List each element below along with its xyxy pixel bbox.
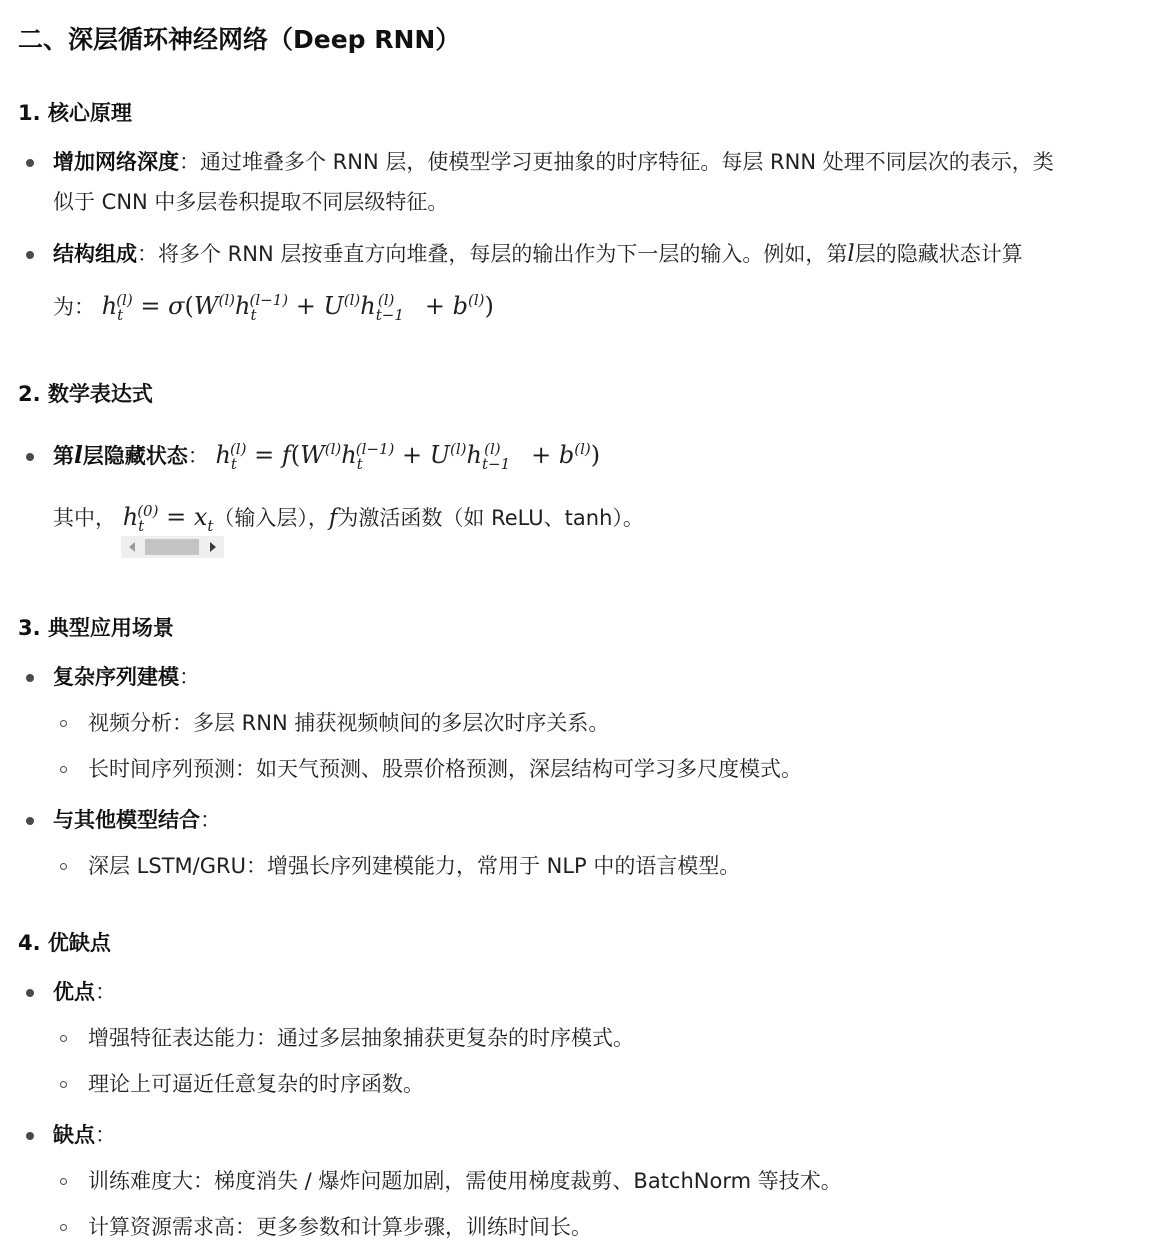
sub-bullet-circle xyxy=(60,720,67,727)
bullet-label: 结构组成 xyxy=(53,242,137,266)
sub-bullet-circle xyxy=(60,1081,67,1088)
formula-note xyxy=(53,502,644,533)
bullet-label: 优点 xyxy=(53,980,95,1004)
math-variable: f xyxy=(328,505,338,531)
bullet-dot xyxy=(26,159,34,167)
section-heading-applications: 3. 典型应用场景 xyxy=(18,616,174,640)
bullet-label: 第 xyxy=(53,444,74,468)
chevron-left-icon[interactable] xyxy=(129,542,135,552)
bullet-dot xyxy=(26,674,34,682)
bullet-text-continued: 似于 CNN 中多层卷积提取不同层级特征。 xyxy=(53,190,449,214)
chevron-right-icon[interactable] xyxy=(210,542,216,552)
sub-list-item: 长时间序列预测：如天气预测、股票价格预测，深层结构可学习多尺度模式。 xyxy=(88,757,802,781)
list-item xyxy=(53,239,1023,269)
bullet-dot xyxy=(26,1132,34,1140)
note-text: （输入层）， xyxy=(213,506,329,530)
sub-bullet-circle xyxy=(60,1035,67,1042)
math-formula: $h_t^{(0)} = x_t$ xyxy=(122,502,214,535)
bullet-colon: ： xyxy=(95,1123,116,1147)
bullet-label: 缺点 xyxy=(53,1123,95,1147)
bullet-dot xyxy=(26,251,34,259)
section-heading-principle: 1. 核心原理 xyxy=(18,101,132,125)
sub-list-item: 视频分析：多层 RNN 捕获视频帧间的多层次时序关系。 xyxy=(88,711,610,735)
bullet-label: 与其他模型结合 xyxy=(53,808,200,832)
math-variable: l xyxy=(847,241,855,267)
bullet-text: 层的隐藏状态计算 xyxy=(854,242,1023,266)
bullet-text: ：通过堆叠多个 RNN 层，使模型学习更抽象的时序特征。每层 RNN 处理不同层次的表示，类 xyxy=(179,150,1054,174)
bullet-text: ：将多个 RNN 层按垂直方向堆叠，每层的输出作为下一层的输入。例如，第 xyxy=(137,242,848,266)
note-text: 为激活函数（如 ReLU、tanh）。 xyxy=(337,506,644,530)
bullet-label: 增加网络深度 xyxy=(53,150,179,174)
horizontal-scrollbar[interactable] xyxy=(121,536,224,558)
math-formula: $h_t^{(l)} = f(W^{(l)}h_t^{(l-1)} + U^{(l)}h_{t-1}^{(l)}$ + $b^{(l)}$) xyxy=(215,440,601,473)
bullet-dot xyxy=(26,989,34,997)
list-item xyxy=(53,1120,116,1150)
list-item xyxy=(53,440,600,471)
bullet-colon: ： xyxy=(200,808,221,832)
list-item xyxy=(53,977,116,1007)
math-variable: l xyxy=(74,442,83,469)
math-formula: $h_t^{(l)} = \sigma(W^{(l)}h_t^{(l-1)} + U^{(l)}h_{t-1}^{(l)}$ + $b^{(l)}$) xyxy=(101,291,494,324)
page-title: 二、深层循环神经网络（Deep RNN） xyxy=(18,25,461,54)
sub-bullet-circle xyxy=(60,1178,67,1185)
sub-bullet-circle xyxy=(60,1224,67,1231)
bullet-label: 复杂序列建模 xyxy=(53,665,179,689)
sub-list-item: 计算资源需求高：更多参数和计算步骤，训练时间长。 xyxy=(88,1215,592,1239)
sub-bullet-circle xyxy=(60,766,67,773)
sub-list-item: 理论上可逼近任意复杂的时序函数。 xyxy=(88,1072,424,1096)
bullet-colon: ： xyxy=(95,980,116,1004)
sub-bullet-circle xyxy=(60,863,67,870)
scrollbar-thumb[interactable] xyxy=(145,539,199,555)
section-heading-pros-cons: 4. 优缺点 xyxy=(18,931,111,955)
bullet-label: 层隐藏状态 xyxy=(82,444,188,468)
bullet-colon: ： xyxy=(187,444,209,468)
note-text: 其中， xyxy=(53,506,116,530)
sub-list-item: 深层 LSTM/GRU：增强长序列建模能力，常用于 NLP 中的语言模型。 xyxy=(88,854,741,878)
list-item xyxy=(53,805,221,835)
sub-list-item: 训练难度大：梯度消失 / 爆炸问题加剧，需使用梯度裁剪、BatchNorm 等技术。 xyxy=(88,1169,842,1193)
list-item xyxy=(53,147,1054,177)
formula-prefix: 为： xyxy=(53,295,95,319)
list-item xyxy=(53,662,200,692)
bullet-dot xyxy=(26,817,34,825)
section-heading-math: 2. 数学表达式 xyxy=(18,382,153,406)
bullet-colon: ： xyxy=(179,665,200,689)
formula-line xyxy=(53,291,494,322)
sub-list-item: 增强特征表达能力：通过多层抽象捕获更复杂的时序模式。 xyxy=(88,1026,634,1050)
bullet-dot xyxy=(26,453,34,461)
